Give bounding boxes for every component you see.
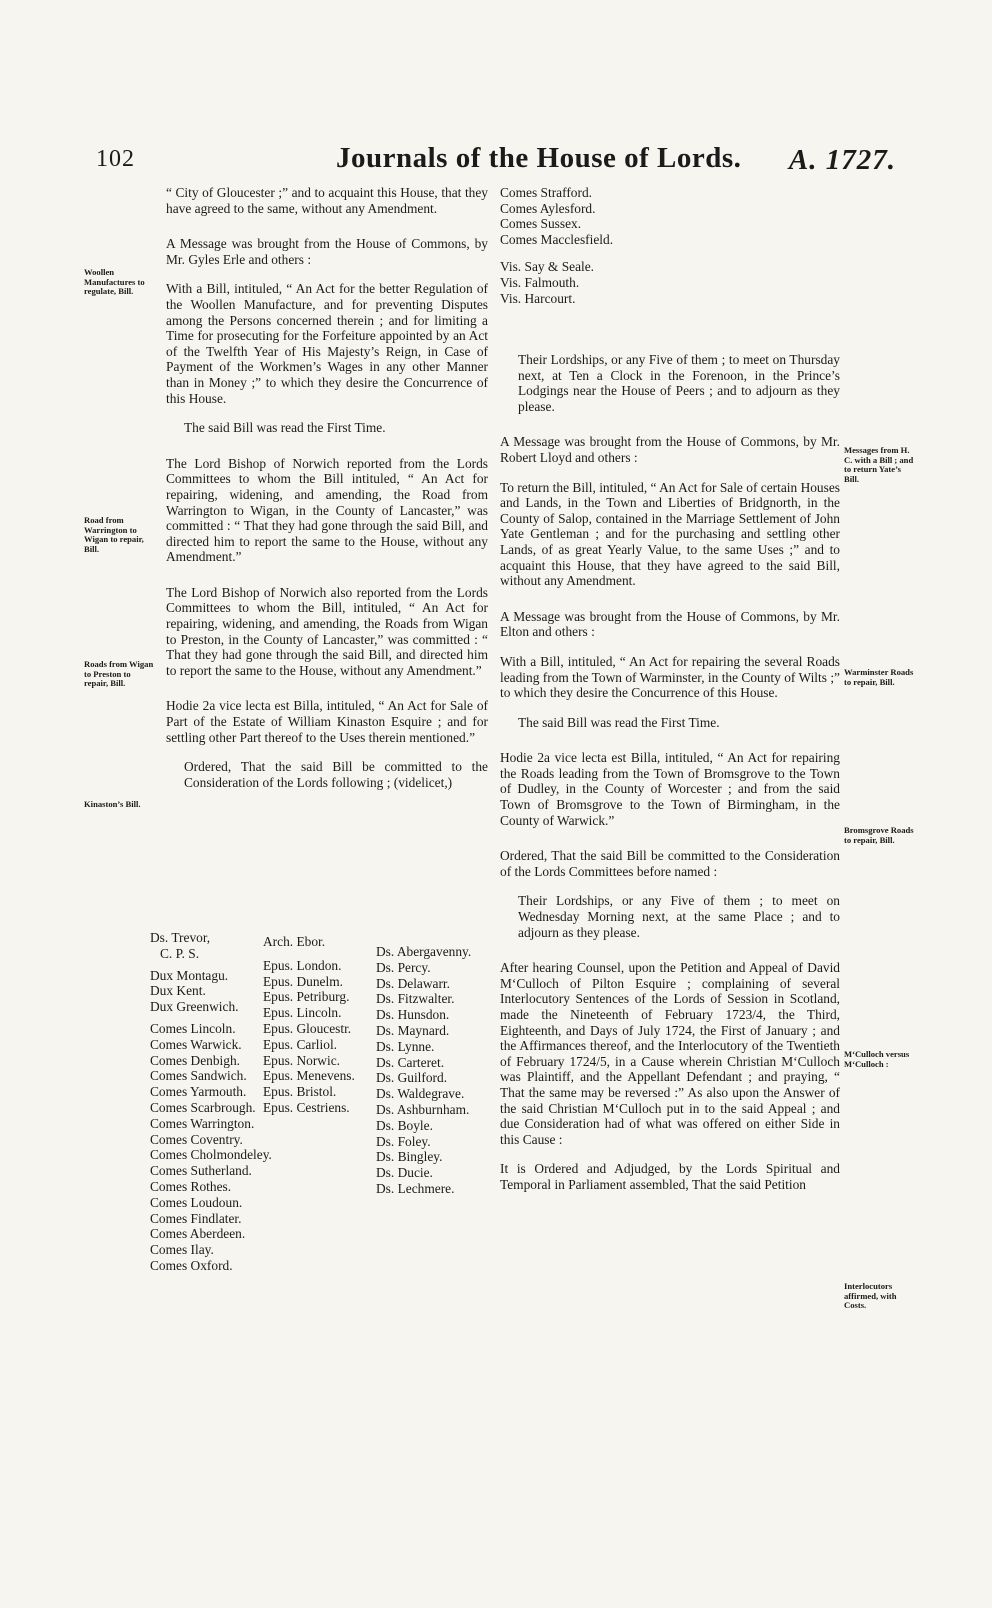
lord-entry: Comes Yarmouth. [150, 1084, 247, 1100]
paragraph-woollen-bill: With a Bill, intituled, “ An Act for the better Regulation of the Woollen Manufacture, and for preventing Disputes among the Persons concerned therein ; and for limiting a Time for prosecuting for the Forfeiture appointed by an Act of the Twelfth Year of His Majesty’s Reign, in Case of Payment of the Workmen’s Wages in any other Manner than in Money ;” to which they desire the Concurrence of this House. [166, 281, 488, 406]
lord-entry: Ds. Abergavenny. [376, 944, 472, 959]
margin-note-mcculloch: M‘Culloch versus M‘Culloch : [844, 1049, 910, 1069]
paragraph-warminster-bill: With a Bill, intituled, “ An Act for repairing the several Roads leading from the Town of Warminster, in the County of Wilts ;” to which they desire the Concurrence of this House. [500, 653, 840, 701]
lord-entry: Epus. Lincoln. [263, 1005, 342, 1021]
lord-entry: Epus. Petriburg. [263, 989, 350, 1005]
lord-entry: Epus. Cestriens. [263, 1099, 350, 1115]
paragraph-yate-message: A Message was brought from the House of Commons, by Mr. Robert Lloyd and others : [500, 434, 840, 465]
page-title: Journals of the House of Lords. [336, 142, 742, 174]
lord-entry: Comes Strafford. [500, 185, 592, 200]
paragraph-warrington-report: The Lord Bishop of Norwich reported from the Lords Committees to whom the Bill intituled, “ An Act for repairing, widening, and amending, the Road from Warrington to Wigan, in the County of Lancaster,” was committed : “ That they had gone through the said Bill, and directed him to report the same to the House, without any Amendment.” [166, 455, 488, 565]
lord-entry: Ds. Ashburnham. [376, 1101, 470, 1117]
lord-entry: Comes Aberdeen. [150, 1226, 246, 1242]
lord-entry: Epus. Menevens. [263, 1068, 355, 1084]
lord-entry: Comes Cholmondeley. [150, 1147, 272, 1163]
lord-entry: Epus. London. [263, 957, 342, 973]
paragraph-lordships-meet: Their Lordships, or any Five of them ; to meet on Thursday next, at Ten a Clock in the Forenoon, in the Prince’s Lodgings near the House of Peers ; and to adjourn as they please. [518, 352, 840, 414]
paragraph-warminster-read: The said Bill was read the First Time. [518, 714, 720, 730]
lord-entry: Comes Loudoun. [150, 1194, 243, 1210]
lord-entry: Ds. Lynne. [376, 1038, 435, 1054]
lord-entry: Ds. Foley. [376, 1133, 431, 1149]
lords-list-barons [376, 944, 471, 1197]
lords-list-bishops [263, 934, 355, 1116]
lord-entry: Epus. Dunelm. [263, 973, 343, 989]
lord-entry: Ds. Boyle. [376, 1117, 433, 1133]
paragraph-woollen-read: The said Bill was read the First Time. [184, 420, 386, 436]
margin-note-warrington: Road from Warrington to Wigan to repair, Bill. [84, 515, 144, 554]
lord-entry: Ds. Maynard. [376, 1022, 450, 1038]
lord-entry: Comes Scarbrough. [150, 1099, 256, 1115]
lord-entry: Vis. Falmouth. [500, 274, 580, 290]
paragraph-mcculloch-appeal: After hearing Counsel, upon the Petition and Appeal of David M‘Culloch of Pilton Esquire ; complaining of several Interlocutory Sentences of the Lords of Session in Scotland, made the Nineteenth of February 1723/4, the Third, Eighteenth, and Days of July 1724, the First of January ; and the Affirmances thereof, and the Interlocutory of the Twentieth of February 1724/5, in a Cause wherein Christian M‘Culloch was Plaintiff, and the Appellant Defendant ; and praying, “ That the same may be reversed :” As also upon the Answer of the said Christian M‘Culloch put in to the said Appeal ; and due Consideration had of what was offered on either Side in this Cause : [500, 960, 840, 1147]
lord-entry: Ds. Waldegrave. [376, 1086, 465, 1102]
lord-entry: Epus. Carliol. [263, 1036, 338, 1052]
margin-note-kinaston: Kinaston’s Bill. [84, 799, 141, 809]
lord-entry: Comes Ilay. [150, 1242, 214, 1258]
margin-note-preston: Roads from Wigan to Preston to repair, Bill. [84, 659, 154, 689]
lord-entry: Epus. Gloucestr. [263, 1020, 352, 1036]
paragraph-lordships-meet-2: Their Lordships, or any Five of them ; to meet on Wednesday Morning next, at the same Place ; and to adjourn as they please. [518, 893, 840, 940]
lord-entry: Dux Montagu. [150, 967, 229, 983]
paragraph-adjudged: It is Ordered and Adjudged, by the Lords Spiritual and Temporal in Parliament assembled, That the said Petition [500, 1161, 840, 1192]
lord-entry: Ds. Ducie. [376, 1165, 433, 1181]
page-year: A. 1727. [788, 144, 896, 176]
lord-entry: Arch. Ebor. [263, 934, 326, 949]
margin-note-woollen: Woollen Manufactures to regulate, Bill. [84, 267, 145, 297]
lord-entry: Ds. Carteret. [376, 1054, 445, 1070]
paragraph-ordered-committee-2: Ordered, That the said Bill be committed to the Consideration of the Lords Committees before named : [500, 848, 840, 879]
paragraph-warminster-message: A Message was brought from the House of Commons, by Mr. Elton and others : [500, 608, 840, 640]
lords-list-continued [500, 185, 613, 306]
margin-note-warminster: Warminster Roads to repair, Bill. [844, 667, 914, 687]
lord-entry: Ds. Trevor, [150, 930, 211, 945]
lord-entry: Dux Kent. [150, 983, 206, 999]
left-column [166, 185, 488, 790]
lord-entry: Comes Oxford. [150, 1257, 233, 1273]
lord-entry: Comes Lincoln. [150, 1020, 236, 1036]
lord-entry: Ds. Guilford. [376, 1070, 448, 1086]
lord-entry: Comes Findlater. [150, 1210, 242, 1226]
paragraph-bromsgrove-bill: Hodie 2a vice lecta est Billa, intituled, “ An Act for repairing the Roads leading from the Town of Bromsgrove to the Town of Dudley, in the County of Worcester ; and from the said Town of Bromsgrove to the Town of Birmingham, in the County of Warwick.” [500, 750, 840, 828]
lord-entry: Vis. Say & Seale. [500, 259, 595, 275]
paragraph-gloucester: “ City of Gloucester ;” and to acquaint this House, that they have agreed to the same, without any Amendment. [166, 185, 488, 216]
margin-note-yate: Messages from H. C. with a Bill ; and to return Yate’s Bill. [844, 445, 914, 484]
lord-entry: Comes Denbigh. [150, 1052, 241, 1068]
lord-entry: Comes Sutherland. [150, 1163, 252, 1179]
lord-entry: Dux Greenwich. [150, 999, 239, 1015]
margin-note-bromsgrove: Bromsgrove Roads to repair, Bill. [844, 825, 914, 845]
paragraph-woollen-message: A Message was brought from the House of Commons, by Mr. Gyles Erle and others : [166, 236, 488, 267]
paragraph-preston-report: The Lord Bishop of Norwich also reported from the Lords Committees to whom the Bill, intituled, “ An Act for repairing, widening, and amending, the Roads from Wigan to Preston, in the County of Lancaster,” was committed : “ That they had gone through the said Bill, and directed him to report the same to the House, without any Amendment.” [166, 584, 488, 678]
lord-entry: Comes Macclesfield. [500, 231, 614, 247]
lord-entry: Comes Coventry. [150, 1131, 243, 1147]
page-header [96, 142, 896, 182]
lord-entry: Vis. Harcourt. [500, 290, 576, 306]
lord-entry: Ds. Bingley. [376, 1149, 443, 1165]
lord-entry: Epus. Norwic. [263, 1052, 340, 1068]
lords-list-dukes-earls [150, 930, 272, 1274]
page-number: 102 [96, 146, 135, 172]
lord-entry: Comes Sandwich. [150, 1068, 247, 1084]
paragraph-kinaston-bill: Hodie 2a vice lecta est Billa, intituled, “ An Act for Sale of Part of the Estate of William Kinaston Esquire ; and for settling other Part thereof to the Uses therein mentioned.” [166, 698, 488, 745]
lord-entry: Comes Warrington. [150, 1115, 255, 1131]
lord-entry: Epus. Bristol. [263, 1084, 337, 1100]
paragraph-ordered-committee: Ordered, That the said Bill be committed to the Consideration of the Lords following ; (videlicet,) [184, 759, 488, 790]
lord-entry: Comes Sussex. [500, 216, 582, 232]
lord-entry: Ds. Hunsdon. [376, 1007, 450, 1023]
lord-entry: Ds. Delawarr. [376, 975, 450, 991]
lord-entry: Comes Warwick. [150, 1036, 242, 1052]
lord-entry: Ds. Lechmere. [376, 1180, 455, 1196]
lord-entry: C. P. S. [160, 945, 200, 961]
lord-entry: Comes Rothes. [150, 1178, 232, 1194]
lord-entry: Comes Aylesford. [500, 200, 596, 216]
right-column [500, 352, 840, 1193]
paragraph-yate-bill: To return the Bill, intituled, “ An Act for Sale of certain Houses and Lands, in the Town and Liberties of Bridgnorth, in the County of Salop, contained in the Marriage Settlement of John Yate Gentleman ; and for the purchasing and settling other Lands, of as great Yearly Value, to the same Uses ;” and to acquaint this House, that they have agreed to the said Bill, without any Amendment. [500, 479, 840, 589]
margin-note-interlocutors: Interlocutors affirmed, with Costs. [844, 1281, 897, 1311]
lord-entry: Ds. Percy. [376, 959, 431, 975]
lord-entry: Ds. Fitzwalter. [376, 991, 455, 1007]
